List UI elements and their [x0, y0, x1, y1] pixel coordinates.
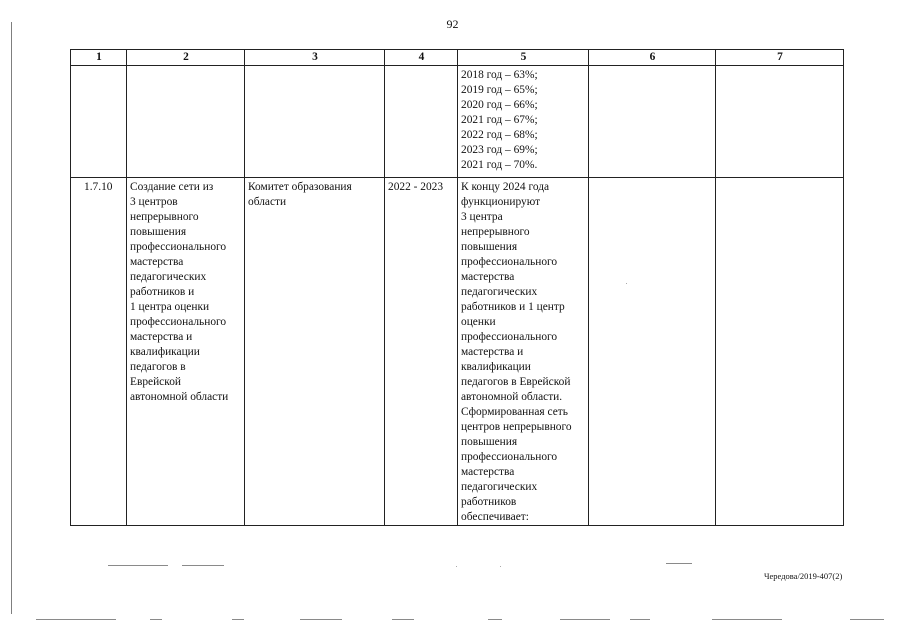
cell-period: [385, 66, 458, 178]
text-line: 2022 год – 68%;: [461, 129, 538, 141]
text-line: 2019 год – 65%;: [461, 84, 538, 96]
text-line: квалификации: [461, 361, 531, 373]
text-line: мастерства: [461, 271, 515, 283]
row-name: [127, 178, 245, 526]
scan-artifact-line: [108, 565, 168, 566]
text-line: непрерывного: [130, 211, 199, 223]
text-line: функционируют: [461, 196, 541, 208]
footer-document-id: Чередова/2019-407(2): [764, 571, 843, 581]
header-col-1: 1: [71, 50, 127, 66]
text-line: повышения: [461, 436, 518, 448]
text-line: 2023 год – 69%;: [461, 144, 538, 156]
cell-result: [458, 66, 589, 178]
scan-artifact-line: [560, 619, 610, 620]
text-line: центров непрерывного: [461, 421, 572, 433]
scan-artifact-line: [182, 565, 224, 566]
text-line: педагогов в: [130, 361, 186, 373]
row-executor: [245, 178, 385, 526]
text-line: 2018 год – 63%;: [461, 69, 538, 81]
text-line: мастерства и: [461, 346, 524, 358]
header-col-2: 2: [127, 50, 245, 66]
text-line: профессионального: [461, 331, 558, 343]
row-number-text: 1.7.10: [84, 181, 113, 193]
scan-artifact-line: [36, 619, 116, 620]
row-col6: [589, 178, 716, 526]
header-row: [71, 50, 844, 66]
cell-col7: [716, 66, 844, 178]
scan-artifact-line: [666, 563, 692, 564]
cell-name: [127, 66, 245, 178]
scan-artifact-dot: [500, 566, 501, 567]
header-col-7: 7: [716, 50, 844, 66]
text-line: автономной области.: [461, 391, 563, 403]
text-line: профессионального: [461, 256, 558, 268]
text-line: оценки: [461, 316, 496, 328]
text-line: Комитет образования: [248, 181, 352, 193]
text-line: 2021 год – 67%;: [461, 114, 538, 126]
text-line: педагогов в Еврейской: [461, 376, 571, 388]
header-col-4: 4: [385, 50, 458, 66]
header-col-3: 3: [245, 50, 385, 66]
scan-artifact-line: [712, 619, 782, 620]
table-row-1-7-10: [71, 178, 844, 526]
text-line: педагогических: [461, 286, 538, 298]
text-line: педагогических: [461, 481, 538, 493]
text-line: Создание сети из: [130, 181, 214, 193]
scan-artifact-line: [850, 619, 884, 620]
page-number: 92: [446, 17, 459, 31]
text-line: работников и: [130, 286, 195, 298]
row-period: [385, 178, 458, 526]
row-col7: [716, 178, 844, 526]
text-line: квалификации: [130, 346, 200, 358]
text-line: педагогических: [130, 271, 207, 283]
text-line: 2021 год – 70%.: [461, 159, 538, 171]
left-margin-rule: [11, 22, 12, 614]
text-line: профессионального: [130, 316, 227, 328]
scan-artifact-dot: [626, 283, 627, 284]
scan-artifact-line: [300, 619, 342, 620]
text-line: области: [248, 196, 287, 208]
text-line: повышения: [461, 241, 518, 253]
text-line: Сформированная сеть: [461, 406, 568, 418]
text-line: повышения: [130, 226, 187, 238]
text-line: непрерывного: [461, 226, 530, 238]
cell-executor: [245, 66, 385, 178]
document-table: [70, 49, 844, 526]
cell-col6: [589, 66, 716, 178]
scan-artifact-line: [150, 619, 162, 620]
result-lines: [461, 68, 586, 173]
text-line: мастерства: [461, 466, 515, 478]
row-result-lines: [461, 180, 586, 525]
text-line: профессионального: [130, 241, 227, 253]
text-line: 1 центра оценки: [130, 301, 210, 313]
scan-artifact-dot: [456, 566, 457, 567]
scan-artifact-line: [630, 619, 650, 620]
scan-artifact-line: [392, 619, 414, 620]
text-line: работников: [461, 496, 517, 508]
text-line: 3 центра: [461, 211, 503, 223]
text-line: К концу 2024 года: [461, 181, 550, 193]
text-line: мастерства и: [130, 331, 193, 343]
text-line: профессионального: [461, 451, 558, 463]
text-line: Еврейской: [130, 376, 181, 388]
executor-lines: [248, 180, 382, 210]
text-line: обеспечивает:: [461, 511, 529, 523]
text-line: 3 центров: [130, 196, 178, 208]
text-line: мастерства: [130, 256, 184, 268]
name-lines: [130, 180, 242, 405]
row-number: [71, 178, 127, 526]
header-col-6: 6: [589, 50, 716, 66]
scan-artifact-line: [232, 619, 244, 620]
row-result: [458, 178, 589, 526]
row-period-text: 2022 - 2023: [388, 181, 444, 193]
cell-number: [71, 66, 127, 178]
scan-artifact-line: [488, 619, 502, 620]
table-row-continuation: [71, 66, 844, 178]
text-line: автономной области: [130, 391, 229, 403]
text-line: работников и 1 центр: [461, 301, 565, 313]
text-line: 2020 год – 66%;: [461, 99, 538, 111]
header-col-5: 5: [458, 50, 589, 66]
